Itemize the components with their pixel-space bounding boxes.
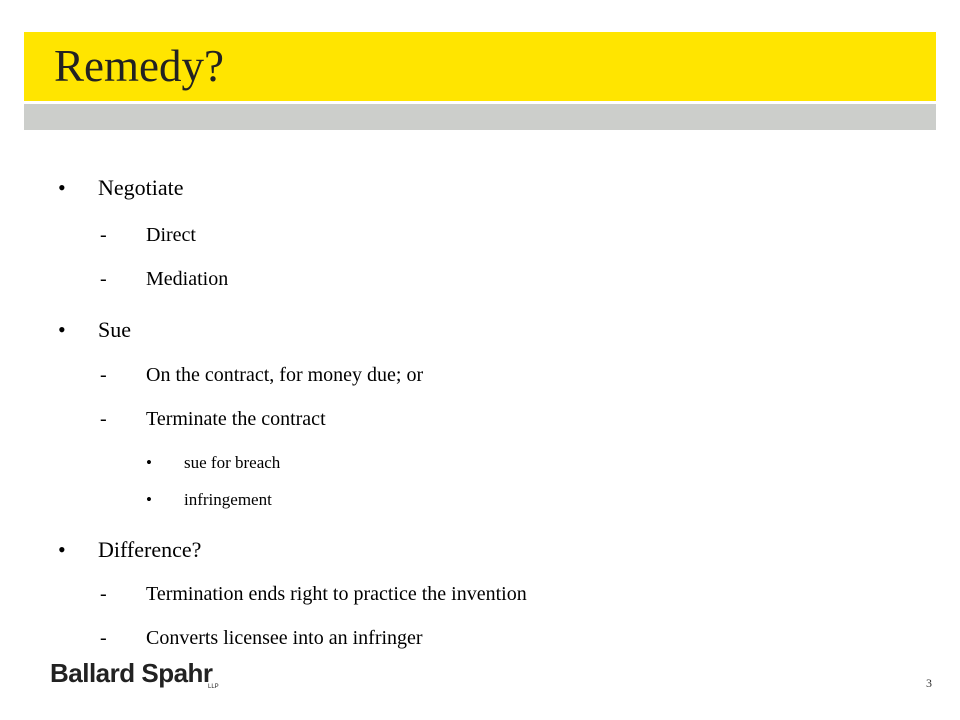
company-logo (50, 657, 240, 693)
dash-marker: - (100, 224, 107, 246)
dash-marker: - (100, 627, 107, 649)
sub-sub-bullet-text: sue for breach (184, 453, 281, 472)
sub-bullet-text: Mediation (146, 268, 229, 290)
sub-bullet-text: On the contract, for money due; or (146, 364, 424, 386)
bullet-marker: • (58, 175, 66, 200)
logo-wordmark: Ballard Spahr (50, 658, 213, 688)
sub-sub-bullet-text: infringement (184, 490, 272, 509)
dash-marker: - (100, 268, 107, 290)
bullet-marker: • (58, 537, 66, 562)
sub-bullet-text: Converts licensee into an infringer (146, 627, 423, 649)
dash-marker: - (100, 408, 107, 430)
bullet-marker: • (146, 453, 152, 472)
sub-bullet-text: Terminate the contract (146, 408, 326, 430)
bullet-text: Sue (98, 317, 131, 342)
dash-marker: - (100, 583, 107, 605)
bullet-text: Difference? (98, 537, 202, 562)
dash-marker: - (100, 364, 107, 386)
bullet-marker: • (58, 317, 66, 342)
slide-title: Remedy? (54, 41, 224, 91)
bullet-text: Negotiate (98, 175, 184, 200)
logo-suffix: LLP (208, 684, 219, 690)
bullet-marker: • (146, 490, 152, 509)
page-number: 3 (926, 676, 932, 690)
sub-bullet-text: Termination ends right to practice the invention (146, 583, 527, 605)
sub-bullet-text: Direct (146, 224, 196, 246)
